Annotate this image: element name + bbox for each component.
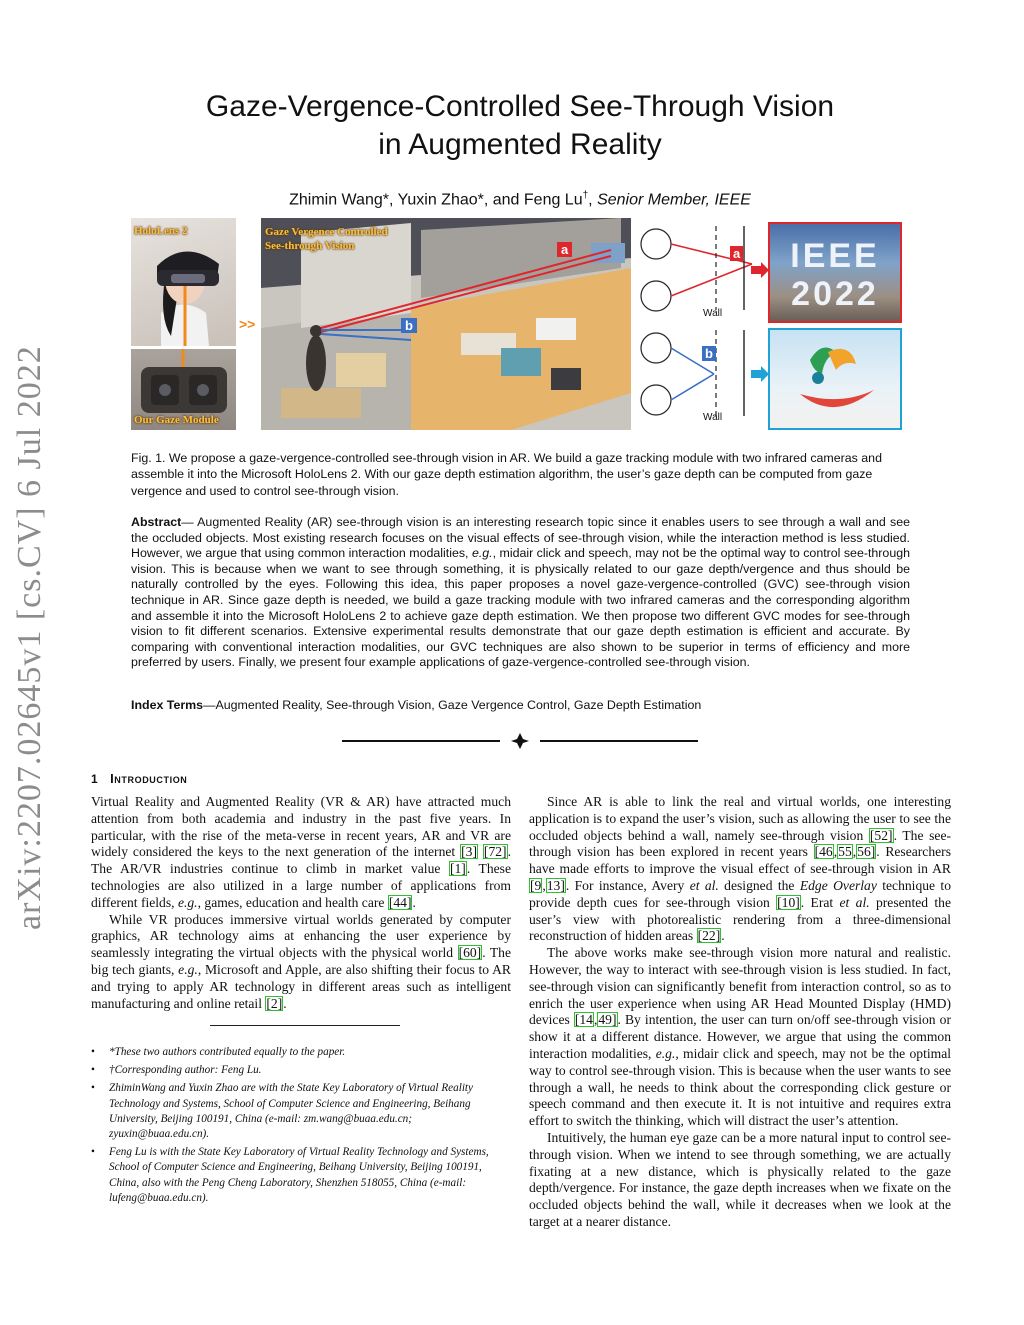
right-column (529, 794, 951, 1231)
logo-panel (768, 328, 902, 430)
text-run: Edge Overlay (799, 877, 877, 893)
text-run: e.g. (177, 894, 198, 910)
text-run: . By intention, the user can turn on/off see-through vision or show it at a different distance. However, we argue that using the common interaction modalities, (529, 1012, 951, 1061)
text-run: et al. (689, 877, 719, 893)
section-number: 1 (91, 772, 99, 786)
text-run: designed the (718, 877, 800, 893)
caption-label: Fig. 1. (131, 451, 166, 465)
ieee-text-line-2: 2022 (791, 275, 879, 313)
left-column (91, 794, 511, 1012)
text-run: The above works make see-through vision more natural and realistic. However, the way to interact with see-through vision is less studied. In fact, see-through vision can significantly benefit from interaction control, so as to enrich the user experience when using AR Head Mounted Display (HMD) devices (529, 945, 951, 1028)
section-divider (342, 731, 698, 751)
text-run: e.g. (178, 961, 198, 977)
title-line-2: in Augmented Reality (378, 128, 662, 161)
citation-link[interactable]: [10] (777, 894, 800, 910)
right-paragraph-3: Intuitively, the human eye gaze can be a more natural input to control see-through vision. When we intend to see through something, we are actually fixating at a new distance, which is physically related to the gaze depth/vergence. For instance, the gaze depth increases when we fixate on the occluded objects behind the wall, while it decreases when we look at the target at a nearer distance. (529, 1129, 951, 1229)
hololens-photo (131, 218, 236, 346)
author-separator: , (588, 191, 598, 209)
wall-label-bottom: Wall (703, 412, 723, 423)
label-hololens: HoloLens 2 (134, 225, 188, 237)
label-gvc-line-2: See-through Vision (265, 240, 355, 252)
section-heading (91, 771, 187, 786)
abstract-dash: — (181, 515, 198, 529)
citation-link[interactable]: [2] (266, 995, 283, 1011)
text-run: . Erat (800, 894, 840, 910)
right-paragraph-2: The above works make see-through vision more natural and realistic. However, the way to interact with see-through vision is less studied. In fact, see-through vision can significantly benefit from interaction control, so as to enrich the user experience when using AR Head Mounted Display (HMD) devices [14,49]. By intention, the user can turn on/off see-through vision or show it at a different distance. However, we argue that using the common interaction modalities, e.g., midair click and speech, may not be the optimal way to control see-through vision. This is because when the user wants to see through a wall, he needs to think about the corresponding click gesture or speech command and then execute it. It is not intuitive and requires extra effort to switch the thinking, which will distract the user’s attention. (529, 945, 952, 1129)
citation-link[interactable]: [44] (388, 894, 412, 910)
citation-link[interactable]: [72] (483, 844, 507, 860)
citation-link[interactable]: [60] (458, 945, 482, 961)
index-terms-label: Index Terms (131, 698, 204, 712)
diagram-label-b: b (702, 346, 716, 361)
right-paragraph-1: Since AR is able to link the real and virtual worlds, one interesting application is to expand the user’s vision, such as allowing the user to see the occluded objects behind a wall, namely see-through vision [52]. The see-through vision has been explored in recent years [46,55,56]. Researchers have made efforts to improve the visual effect of see-through vision in AR [9,13]. For instance, Avery et al. designed the Edge Overlay technique to provide depth cues for see-through vision [10]. Erat et al. presented the user’s view with photorealistic rendering from a three-dimensional reconstruction of hidden areas [22]. (529, 794, 952, 944)
gaze-module-photo (131, 349, 236, 430)
index-terms (131, 697, 910, 713)
ieee-text-line-1: IEEE (790, 237, 880, 275)
label-gvc-line-1: Gaze Vergence Controlled (265, 226, 388, 238)
footnote-rule (210, 1025, 400, 1026)
room-label-a: a (557, 242, 572, 257)
index-terms-text: —Augmented Reality, See-through Vision, Gaze Vergence Control, Gaze Depth Estimation (203, 698, 702, 712)
abstract-text-1: Augmented Reality (AR) see-through vision is an interesting research topic since it enables users to see through a wall and see the occluded objects. Most existing research focuses on the visual effects of see-through vision, while the interaction method is less studied. However, we argue that using common interaction modalities, (131, 515, 910, 561)
abstract (131, 515, 910, 671)
result-arrows (751, 262, 769, 386)
text-run: . The see-through vision has been explored in recent years (529, 827, 952, 860)
citation-link[interactable]: 56] (857, 844, 876, 860)
footnote-item: • †Corresponding author: Feng Lu. (91, 1063, 511, 1078)
left-paragraph-1: Virtual Reality and Augmented Reality (VR & AR) have attracted much attention from both academia and industry in the past five years. In particular, with the rise of the meta-verse in recent years, AR and VR are widely considered the keys to the next generation of the internet [3] [72]. The AR/VR industries continue to climb in market value [1]. These technologies are also utilized in a large number of applications from different fields, e.g., games, education and health care [44]. (91, 794, 512, 910)
text-run: Virtual Reality and Augmented Reality (VR & AR) have attracted much attention from both academia and industry in the past five years. In particular, with the rise of the meta-verse in recent years, AR and VR are widely considered the keys to the next generation of the internet (91, 794, 511, 860)
footnote-item: • ZhiminWang and Yuxin Zhao are with the State Key Laboratory of Virtual Reality Technology and Systems, School of Computer Science and Engineering, Beihang University, Beijing 100191, China (e-mail: zm.wang@buaa.edu.cn; zyuxin@buaa.edu.cn). (91, 1081, 511, 1142)
title-line-1: Gaze-Vergence-Controlled See-Through Vision (205, 90, 835, 123)
footnote-item: • Feng Lu is with the State Key Laboratory of Virtual Reality Technology and Systems, School of Computer Science and Engineering, Beihang University, Beijing 100191, China, also with the Peng Cheng Laboratory, Shenzhen 518055, China (e-mail: lufeng@buaa.edu.cn). (91, 1145, 511, 1206)
logo-illustration (770, 330, 900, 428)
text-run: , midair click and speech, may not be the optimal way to control see-through vision. This is because when the user wants to see through a wall, he needs to think about the corresponding click gesture or speech command and then execute it. It is not intuitive and requires extra effort to switch the thinking, which will distract the user’s attention. (529, 1045, 952, 1129)
text-run: . Researchers have made efforts to improve the visual effect of see-through vision in AR (529, 844, 951, 877)
citation-link[interactable]: [46 (814, 844, 833, 860)
text-run: technique to provide depth cues for see-through vision (529, 877, 951, 910)
text-run: presented the user’s view with photorealistic rendering from a three-dimensional reconstruction of hidden areas (529, 894, 951, 944)
abstract-eg: e.g. (471, 546, 493, 561)
text-run: . The big tech giants, (91, 945, 511, 977)
citation-link[interactable]: [14 (574, 1012, 593, 1028)
text-run: Since AR is able to link the real and virtual worlds, one interesting application is to expand the user’s vision, such as allowing the user to see the occluded objects behind a wall, namely see-through vision (529, 794, 951, 843)
room-render (261, 218, 631, 430)
footnote-item: • *These two authors contributed equally to the paper. (91, 1045, 511, 1060)
text-run: e.g. (655, 1045, 676, 1061)
forward-arrow: >> (239, 316, 256, 332)
label-gaze-module: Our Gaze Module (134, 414, 219, 426)
dagger-mark: † (582, 190, 589, 201)
section-title: Introduction (110, 771, 188, 786)
citation-link[interactable]: [22] (697, 928, 721, 944)
text-run: et al. (839, 894, 870, 910)
wall-label-top: Wall (703, 308, 723, 319)
vergence-diagram (634, 218, 764, 430)
vergence-eyes-illustration (634, 218, 764, 430)
text-run: While VR produces immersive virtual worlds generated by computer graphics, AR technology aims at enhancing the user experience by seamlessly integrating the virtual objects with the physical world (91, 911, 511, 961)
caption-text: We propose a gaze-vergence-controlled see-through vision in AR. We build a gaze tracking module with two infrared cameras and assemble it into the Microsoft HoloLens 2. With our gaze depth estimation algorithm, the user’s gaze depth can be computed from gaze vergence and used to control see-through vision. (131, 451, 882, 498)
diagram-label-a: a (730, 246, 743, 261)
footnotes (91, 1045, 511, 1209)
divider-star-icon (511, 733, 529, 749)
hololens-user-illustration (131, 218, 236, 346)
citation-link[interactable]: 49] (598, 1012, 617, 1028)
text-run: . For instance, Avery (565, 877, 690, 893)
ieee-2022-panel (768, 222, 902, 323)
citation-link[interactable]: [52] (869, 827, 893, 843)
figure-caption (131, 450, 910, 499)
text-run: , Microsoft and Apple, are also shifting their focus to AR and trying to apply AR technology in different areas such as intelligent manufacturing and online retail (91, 961, 512, 1011)
citation-link[interactable]: [1] (449, 861, 466, 877)
text-run: , games, education and health care (197, 894, 388, 910)
left-paragraph-2: While VR produces immersive virtual worlds generated by computer graphics, AR technology aims at enhancing the user experience by seamlessly integrating the virtual objects with the physical world [60]. The big tech giants, e.g., Microsoft and Apple, are also shifting their focus to AR and trying to apply AR technology in different areas such as intelligent manufacturing and online retail [2]. (91, 911, 512, 1011)
author-names: Zhimin Wang*, Yuxin Zhao*, and Feng Lu (289, 191, 583, 209)
citation-link[interactable]: 55 (838, 844, 852, 860)
page-title (140, 88, 900, 164)
abstract-text-2: , midair click and speech, may not be the optimal way to control see-through vision. This is because when we want to see through something, it is physically related to our gaze depth/vergence and thus should be naturally controlled by the eyes. Following this idea, this paper proposes a novel gaze-vergence-controlled (GVC) see-through vision technique in AR. Since gaze depth is needed, we build a gaze tracking module with two infrared cameras and the corresponding algorithm and assemble it into the Microsoft HoloLens 2 to achieve gaze depth estimation. We then propose two different GVC modes for see-through vision to fit different scenarios. Extensive experimental results demonstrate that our gaze depth estimation is efficient and accurate. By comparing with conventional interaction modalities, our GVC techniques are also shown to be superior in terms of efficiency and more preferred by users. Finally, we present four example applications of gaze-vergence-controlled see-through vision. (131, 546, 910, 670)
teaser-figure (131, 218, 906, 430)
citation-link[interactable]: 13] (546, 877, 565, 893)
room-label-b: b (401, 318, 417, 333)
author-affiliation: Senior Member, IEEE (597, 191, 751, 209)
abstract-label: Abstract (131, 515, 182, 529)
author-line (140, 185, 900, 211)
text-run: . These technologies are also utilized in a large number of applications from different fields, (91, 861, 512, 910)
citation-link[interactable]: [3] (461, 844, 477, 860)
arxiv-stamp: arXiv:2207.02645v1 [cs.CV] 6 Jul 2022 (11, 345, 48, 930)
text-run: . The AR/VR industries continue to climb in market value (91, 844, 511, 877)
citation-link[interactable]: [9 (530, 877, 542, 893)
